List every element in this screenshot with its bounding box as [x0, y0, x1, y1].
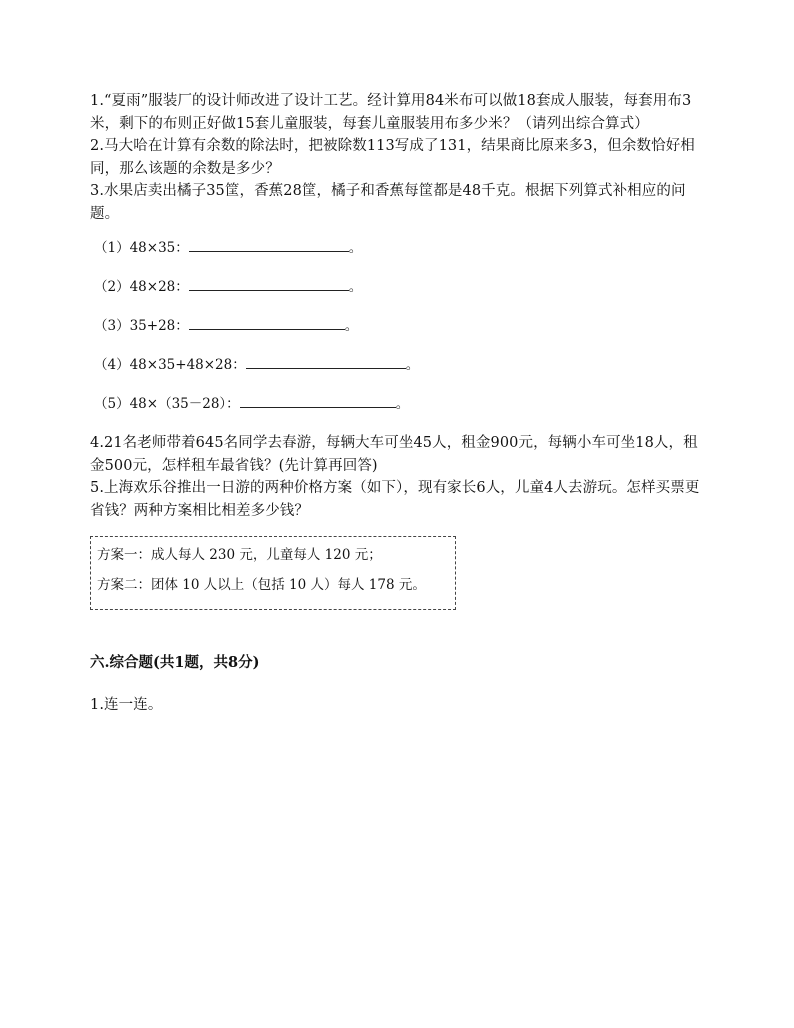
question-5: 5.上海欢乐谷推出一日游的两种价格方案（如下），现有家长6人，儿童4人去游玩。怎样买票更省钱？两种方案相比相差多少钱？ — [90, 480, 700, 519]
subquestion-label: （3）35+28： — [94, 318, 189, 334]
plan-1: 方案一：成人每人 230 元，儿童每人 120 元； — [97, 547, 382, 563]
answer-blank[interactable] — [189, 237, 349, 252]
answer-blank[interactable] — [240, 393, 396, 408]
subquestion-2: （2）48×28： 。 — [90, 276, 710, 297]
subquestion-4: （4）48×35+48×28： 。 — [90, 354, 710, 375]
worksheet-page — [90, 90, 710, 717]
question-2: 2.马大哈在计算有余数的除法时，把被除数113写成了131，结果商比原来多3，但余数恰好相同，那么该题的余数是多少？ — [90, 138, 695, 177]
section-6-title: 六.综合题(共1题，共8分) — [90, 654, 260, 671]
question-3-subquestions — [90, 237, 710, 414]
price-plan-box — [90, 536, 456, 610]
question-4: 4.21名老师带着645名同学去春游，每辆大车可坐45人，租金900元，每辆小车可坐18人，租金500元，怎样租车最省钱？(先计算再回答) — [90, 435, 698, 474]
answer-blank[interactable] — [246, 354, 406, 369]
answer-blank[interactable] — [189, 315, 345, 330]
question-3: 3.水果店卖出橘子35筐，香蕉28筐，橘子和香蕉每筐都是48千克。根据下列算式补相应的问题。 — [90, 183, 686, 222]
subquestion-1: （1）48×35： 。 — [90, 237, 710, 258]
subquestion-label: （2）48×28： — [94, 279, 189, 295]
subquestion-3: （3）35+28： 。 — [90, 315, 710, 336]
question-1: 1.“夏雨”服装厂的设计师改进了设计工艺。经计算用84米布可以做18套成人服装，每套用布3米，剩下的布则正好做15套儿童服装，每套儿童服装用布多少米？（请列出综合算式） — [90, 93, 692, 132]
subquestion-5: （5）48×（35－28）： 。 — [90, 393, 710, 414]
plan-2: 方案二：团体 10 人以上（包括 10 人）每人 178 元。 — [97, 577, 426, 593]
section-6-question-1: 1.连一连。 — [90, 697, 163, 713]
subquestion-label: （1）48×35： — [94, 240, 189, 256]
subquestion-label: （5）48×（35－28）： — [94, 396, 240, 412]
answer-blank[interactable] — [189, 276, 349, 291]
subquestion-label: （4）48×35+48×28： — [94, 357, 246, 373]
